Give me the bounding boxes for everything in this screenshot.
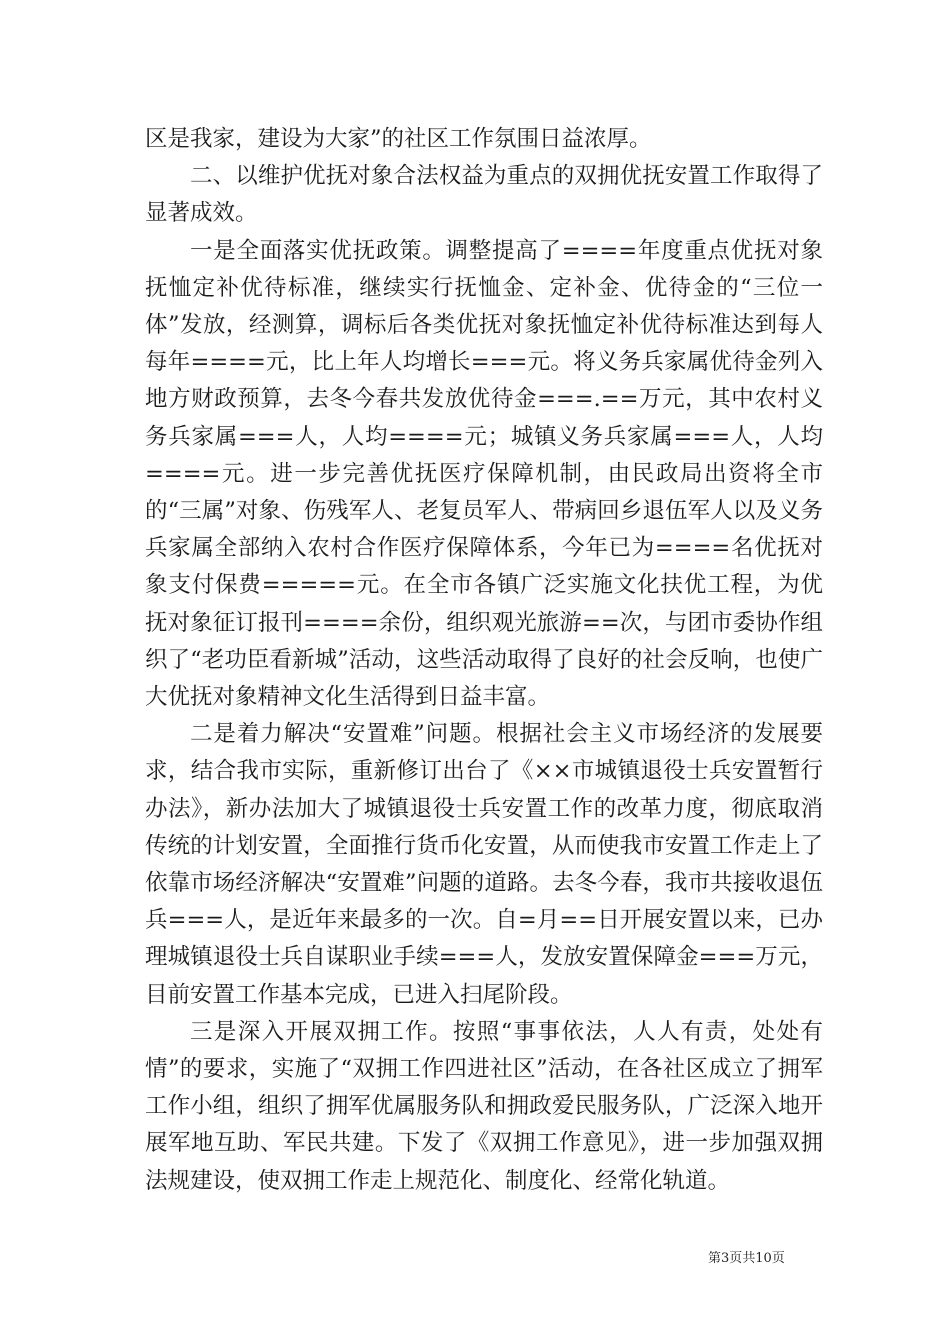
section-heading-two: 二、以维护优抚对象合法权益为重点的双拥优抚安置工作取得了显著成效。 — [145, 163, 823, 227]
paragraph-resettlement: 二是着力解决“安置难”问题。根据社会主义市场经济的发展要求，结合我市实际，重新修订出台了《××市城镇退役士兵安置暂行办法》，新办法加大了城镇退役士兵安置工作的改革力度，彻底取消传统的计划安置，全面推行货币化安置，从而使我市安置工作走上了依靠市场经济解决“安置难”问题的道路。去冬今春，我市共接收退伍兵===人，是近年来最多的一次。自=月==日开展安置以来，已办理城镇退役士兵自谋职业手续===人，发放安置保障金===万元，目前安置工作基本完成，已进入扫尾阶段。 — [145, 721, 823, 1008]
paragraph-continuation: 区是我家，建设为大家”的社区工作氛围日益浓厚。 — [145, 126, 652, 152]
paragraph-double-support: 三是深入开展双拥工作。按照“事事依法，人人有责，处处有情”的要求，实施了“双拥工作四进社区”活动，在各社区成立了拥军工作小组，组织了拥军优属服务队和拥政爱民服务队，广泛深入地开展军地互助、军民共建。下发了《双拥工作意见》，进一步加强双拥法规建设，使双拥工作走上规范化、制度化、经常化轨道。 — [145, 1018, 823, 1194]
paragraph-preferential-policy: 一是全面落实优抚政策。调整提高了====年度重点优抚对象抚恤定补优待标准，继续实行抚恤金、定补金、优待金的“三位一体”发放，经测算，调标后各类优抚对象抚恤定补优待标准达到每人每年====元，比上年人均增长===元。将义务兵家属优待金列入地方财政预算，去冬今春共发放优待金===.==万元，其中农村义务兵家属===人，人均====元；城镇义务兵家属===人，人均====元。进一步完善优抚医疗保障机制，由民政局出资将全市的“三属”对象、伤残军人、老复员军人、带病回乡退伍军人以及义务兵家属全部纳入农村合作医疗保障体系，今年已为====名优抚对象支付保费=====元。在全市各镇广泛实施文化扶优工程，为优抚对象征订报刊====余份，组织观光旅游==次，与团市委协作组织了“老功臣看新城”活动，这些活动取得了良好的社会反响，也使广大优抚对象精神文化生活得到日益丰富。 — [145, 237, 823, 711]
page-number: 第3页共10页 — [708, 1251, 785, 1266]
body-text — [145, 121, 823, 1200]
